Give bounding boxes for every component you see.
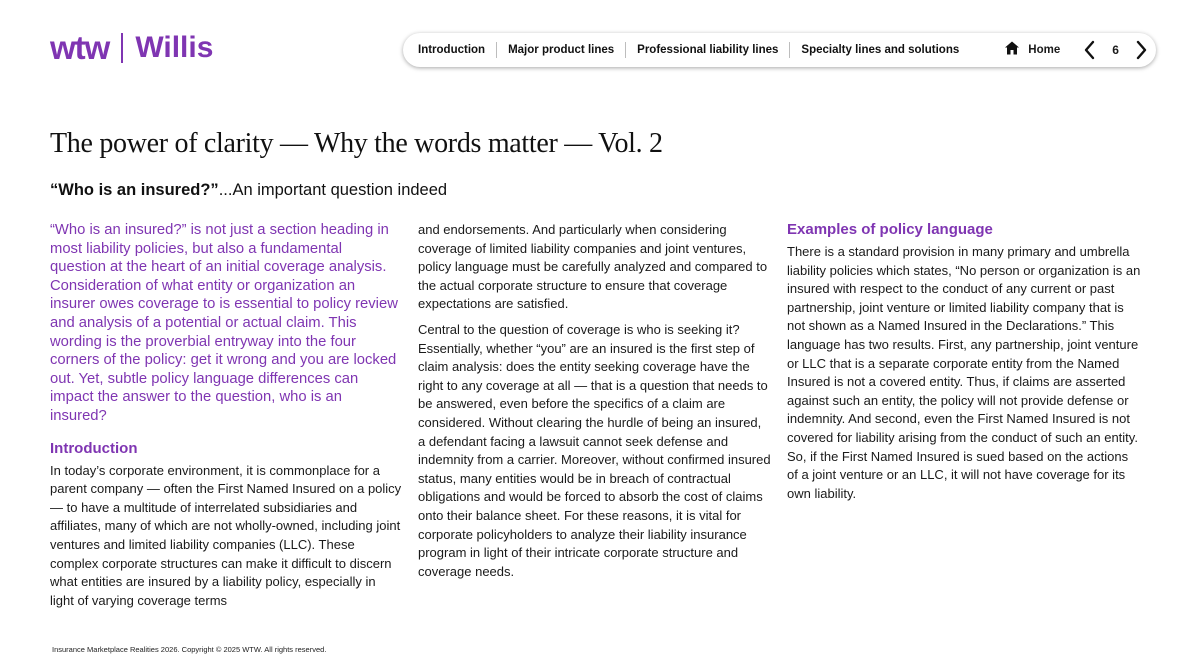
column-2-paragraph-2: Central to the question of coverage is who is seeking it? Essentially, whether “you” are an insured is the first step of claim analysis: does the entity seeking coverage have the right to any coverage at all — that is a question that needs to be answered, even before the specifics of a claim are considered. Without clearing the hurdle of being an insured, a defendant facing a lawsuit cannot seek defense and indemnity from a carrier. Moreover, without confirmed insured status, many entities would be in breach of contractual obligations and would be forced to absorb the cost of claims onto their balance sheet. For these reasons, it is vital for corporate policyholders to analyze their liability insurance program in light of their intricate corporate structure and coverage needs. — [418, 321, 771, 579]
chevron-left-icon — [1082, 40, 1098, 60]
pager — [1082, 40, 1149, 60]
column-1 — [50, 221, 402, 610]
column-3 — [787, 221, 1141, 503]
next-page-button[interactable] — [1133, 40, 1149, 60]
examples-heading: Examples of policy language — [787, 221, 993, 238]
footer-copyright: Insurance Marketplace Realities 2026. Copyright © 2025 WTW. All rights reserved. — [52, 645, 327, 654]
subtitle-rest: ...An important question indeed — [218, 181, 448, 199]
page-subtitle — [50, 181, 447, 200]
page-number: 6 — [1112, 43, 1119, 57]
nav-link-professional-liability-lines[interactable]: Professional liability lines — [626, 42, 790, 58]
home-label: Home — [1028, 44, 1061, 56]
introduction-body: In today’s corporate environment, it is commonplace for a parent company — often the First Named Insured on a policy — to have a multitude of interrelated subsidiaries and affiliates, many of which are not wholly-owned, including joint ventures and limited liability companies (LLC). These complex corporate structures can make it difficult to discern what entities are insured by a liability policy, especially in light of varying coverage terms — [50, 462, 402, 608]
column-2-paragraph-1: and endorsements. And particularly when considering coverage of limited liability companies and joint ventures, policy language must be carefully analyzed and compared to the actual corporate structure to ensure that coverage expectations are satisfied. — [418, 222, 768, 312]
subtitle-question: “Who is an insured?” — [50, 181, 219, 199]
column-2 — [418, 221, 772, 581]
nav-link-specialty-lines[interactable]: Specialty lines and solutions — [801, 44, 960, 56]
top-navigation — [403, 33, 1156, 67]
logo-divider — [121, 33, 123, 63]
nav-link-major-product-lines[interactable]: Major product lines — [497, 42, 626, 58]
lead-paragraph: “Who is an insured?” is not just a section heading in most liability policies, but also a fundamental question at the heart of an initial coverage analysis. Consideration of what entity or organization an insurer owes coverage to is essential to policy review and analysis of a potential or actual claim. This wording is the proverbial entryway into the four corners of the policy: get it wrong and you are locked out. Yet, subtle policy language differences can impact the answer to the question, who is an insured? — [50, 222, 398, 424]
wtw-willis-logo[interactable] — [50, 30, 213, 66]
logo-willis: Willis — [135, 31, 214, 64]
previous-page-button[interactable] — [1082, 40, 1098, 60]
home-icon — [1004, 40, 1020, 61]
home-button[interactable] — [1004, 40, 1060, 61]
logo-wtw: wtw — [50, 29, 110, 66]
page-title: The power of clarity — Why the words matter — Vol. 2 — [50, 128, 663, 159]
examples-body: There is a standard provision in many primary and umbrella liability policies which states, “No person or organization is an insured with respect to the conduct of any current or past partnership, joint venture or limited liability company that is not shown as a Named Insured in the Declarations.” This language has two results. First, any partnership, joint venture or LLC that is a separate corporate entity from the Named Insured is not a covered entity. Thus, if claims are asserted against such an entity, the policy will not provide defense or indemnity. And second, even the First Named Insured is not covered for liability arising from the conduct of such an entity. So, if the First Named Insured is sued based on the actions of a joint venture or an LLC, it will not have coverage for its own liability. — [787, 244, 1141, 501]
chevron-right-icon — [1133, 40, 1149, 60]
nav-link-introduction[interactable]: Introduction — [418, 42, 497, 58]
introduction-heading: Introduction — [50, 439, 138, 457]
